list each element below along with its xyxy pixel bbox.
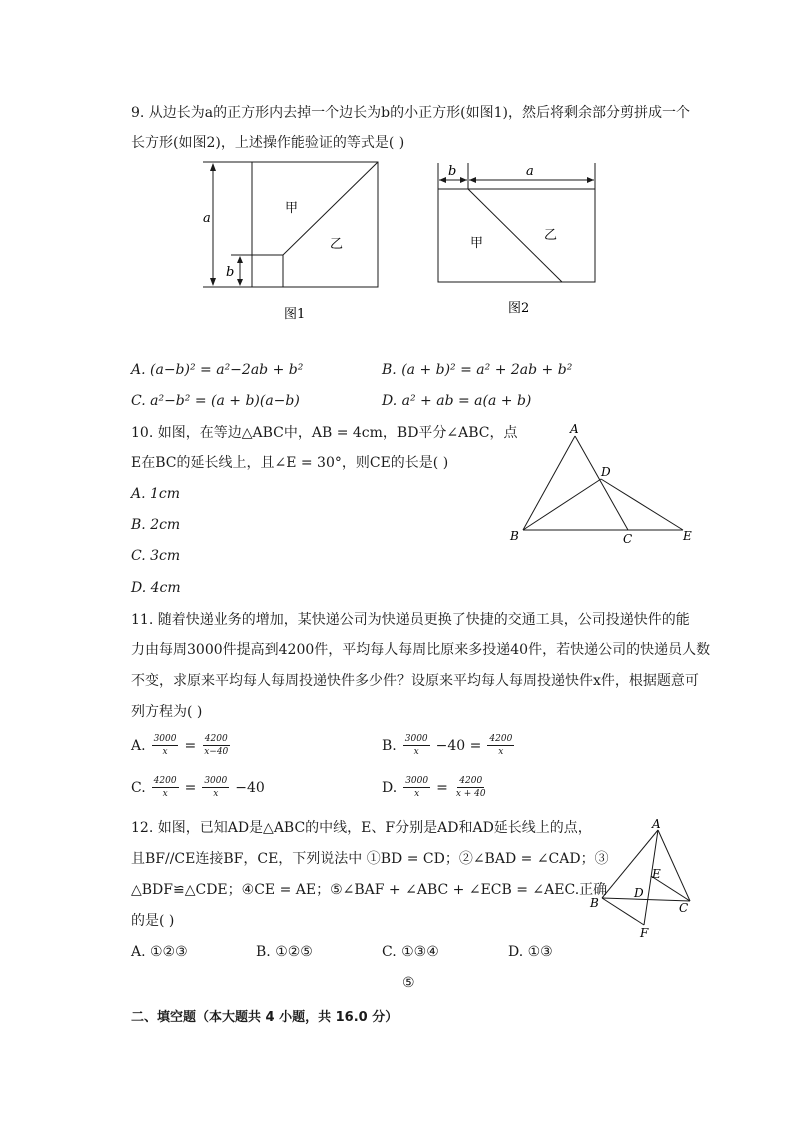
- q11-line4: 列方程为( ): [131, 704, 203, 720]
- q12-line2: 且BF//CE连接BF，CE，下列说法中 ①BD = CD；②∠BAD = ∠CAD；③: [131, 851, 609, 867]
- q10-option-d[interactable]: D. 4cm: [131, 580, 181, 596]
- q11-a-frac2: [202, 734, 230, 757]
- q11-a-d1: x: [162, 747, 168, 757]
- q11-c-frac1: [152, 776, 179, 799]
- q11-a-n2: 4200: [204, 734, 228, 744]
- q11-line1: 11. 随着快递业务的增加，某快递公司为快递员更换了快捷的交通工具，公司投递快件的能: [131, 612, 690, 628]
- q12-point-d: D: [634, 886, 644, 900]
- q11-option-c[interactable]: [131, 776, 265, 799]
- q12-option-c[interactable]: C. ①③④: [382, 944, 439, 960]
- q11-d-n2: 4200: [459, 776, 483, 786]
- q11-b-frac2: [487, 734, 514, 757]
- fig1-label-a: a: [203, 211, 211, 226]
- q9-option-d[interactable]: D. a² + ab = a(a + b): [382, 393, 532, 409]
- q10-point-c: C: [623, 532, 633, 546]
- q10-point-a: A: [570, 422, 579, 436]
- fig2-label-a: a: [526, 164, 534, 179]
- fig1-small-square: [252, 255, 283, 287]
- section-2-title: 二、填空题（本大题共 4 小题，共 16.0 分）: [131, 1010, 399, 1025]
- q10-option-c[interactable]: C. 3cm: [131, 548, 181, 564]
- q11-d-label: D.: [382, 779, 398, 796]
- q9-line2: 长方形(如图2)，上述操作能验证的等式是( ): [131, 135, 405, 151]
- q9-option-a[interactable]: A. (a−b)² = a²−2ab + b²: [131, 362, 304, 378]
- q10-point-d: D: [601, 465, 611, 479]
- q12-point-b: B: [590, 896, 599, 910]
- fig1-caption: 图1: [284, 307, 306, 322]
- q12-line4: 的是( ): [131, 913, 175, 929]
- q12-point-c: C: [679, 901, 689, 915]
- q10-point-e: E: [683, 529, 692, 543]
- q11-option-a[interactable]: [131, 734, 232, 757]
- q12-triangle-figure: [588, 818, 698, 940]
- q9-option-b[interactable]: B. (a + b)² = a² + 2ab + b²: [382, 362, 573, 378]
- q11-b-n1: 3000: [404, 734, 428, 744]
- q11-b-d2: x: [498, 747, 504, 757]
- q12-line3: △BDF≌△CDE；④CE = AE；⑤∠BAF + ∠ABC + ∠ECB = ∠AEC.正确: [131, 882, 608, 898]
- q11-c-n2: 3000: [204, 776, 228, 786]
- q10-point-b: B: [510, 529, 519, 543]
- fig1-label-jia: 甲: [285, 201, 299, 216]
- q10-triangle-figure: [505, 418, 700, 550]
- fig1-label-b: b: [226, 265, 235, 280]
- q11-c-d1: x: [162, 789, 168, 799]
- fig1-label-yi: 乙: [330, 237, 344, 252]
- q11-b-mid: −40 =: [435, 737, 482, 754]
- q12-option-wrap: ⑤: [402, 975, 415, 991]
- q11-a-label: A.: [131, 737, 146, 754]
- q10-option-b[interactable]: B. 2cm: [131, 517, 181, 533]
- q11-option-b[interactable]: [382, 734, 516, 757]
- q11-a-frac1: [152, 734, 179, 757]
- q12-point-e: E: [652, 867, 661, 881]
- q12-point-f: F: [640, 926, 649, 940]
- q11-d-frac1: [403, 776, 430, 799]
- q11-c-tail: −40: [235, 779, 265, 796]
- q11-d-n1: 3000: [405, 776, 429, 786]
- q12-option-a[interactable]: A. ①②③: [131, 944, 188, 960]
- q11-c-frac2: [202, 776, 229, 799]
- fig2-rectangle: [438, 189, 595, 282]
- q10-line1: 10. 如图，在等边△ABC中，AB = 4cm，BD平分∠ABC，点: [131, 425, 518, 441]
- q11-d-d1: x: [414, 789, 420, 799]
- q11-option-d[interactable]: [382, 776, 490, 799]
- q11-c-d2: x: [213, 789, 219, 799]
- fig2-caption: 图2: [508, 301, 530, 316]
- q11-b-d1: x: [413, 747, 419, 757]
- q11-c-n1: 4200: [153, 776, 177, 786]
- q12-line1: 12. 如图，已知AD是△ABC的中线，E、F分别是AD和AD延长线上的点，: [131, 820, 592, 836]
- fig2-label-b: b: [448, 164, 457, 179]
- q11-d-frac2: [454, 776, 488, 799]
- q11-line3: 不变，求原来平均每人每周投递快件多少件？设原来平均每人每周投递快件x件，根据题意可: [131, 673, 699, 689]
- fig2-label-jia: 甲: [470, 236, 484, 251]
- q9-figure2: [430, 155, 605, 320]
- q9-line1: 9. 从边长为a的正方形内去掉一个边长为b的小正方形(如图1)，然后将剩余部分剪拼成一个: [131, 105, 690, 121]
- q11-line2: 力由每周3000件提高到4200件，平均每人每周比原来多投递40件，若快递公司的快递员人数: [131, 642, 711, 658]
- q9-option-c[interactable]: C. a²−b² = (a + b)(a−b): [131, 393, 300, 409]
- q11-b-label: B.: [382, 737, 397, 754]
- q9-figure1: [195, 150, 385, 325]
- q11-a-d2: x−40: [204, 747, 229, 757]
- q11-d-d2: x + 40: [455, 789, 486, 799]
- q11-a-n1: 3000: [153, 734, 177, 744]
- fig2-label-yi: 乙: [544, 228, 558, 243]
- q11-c-label: C.: [131, 779, 146, 796]
- q11-a-eq: =: [184, 737, 197, 754]
- q12-point-a: A: [652, 818, 661, 831]
- q10-option-a[interactable]: A. 1cm: [131, 486, 181, 502]
- q12-option-b[interactable]: B. ①②⑤: [256, 944, 313, 960]
- q11-b-n2: 4200: [489, 734, 513, 744]
- q12-option-d[interactable]: D. ①③: [508, 944, 553, 960]
- q11-b-frac1: [403, 734, 430, 757]
- q11-d-eq: =: [436, 779, 448, 796]
- q11-c-eq: =: [184, 779, 197, 796]
- q10-line2: E在BC的延长线上，且∠E = 30°，则CE的长是( ): [131, 455, 449, 471]
